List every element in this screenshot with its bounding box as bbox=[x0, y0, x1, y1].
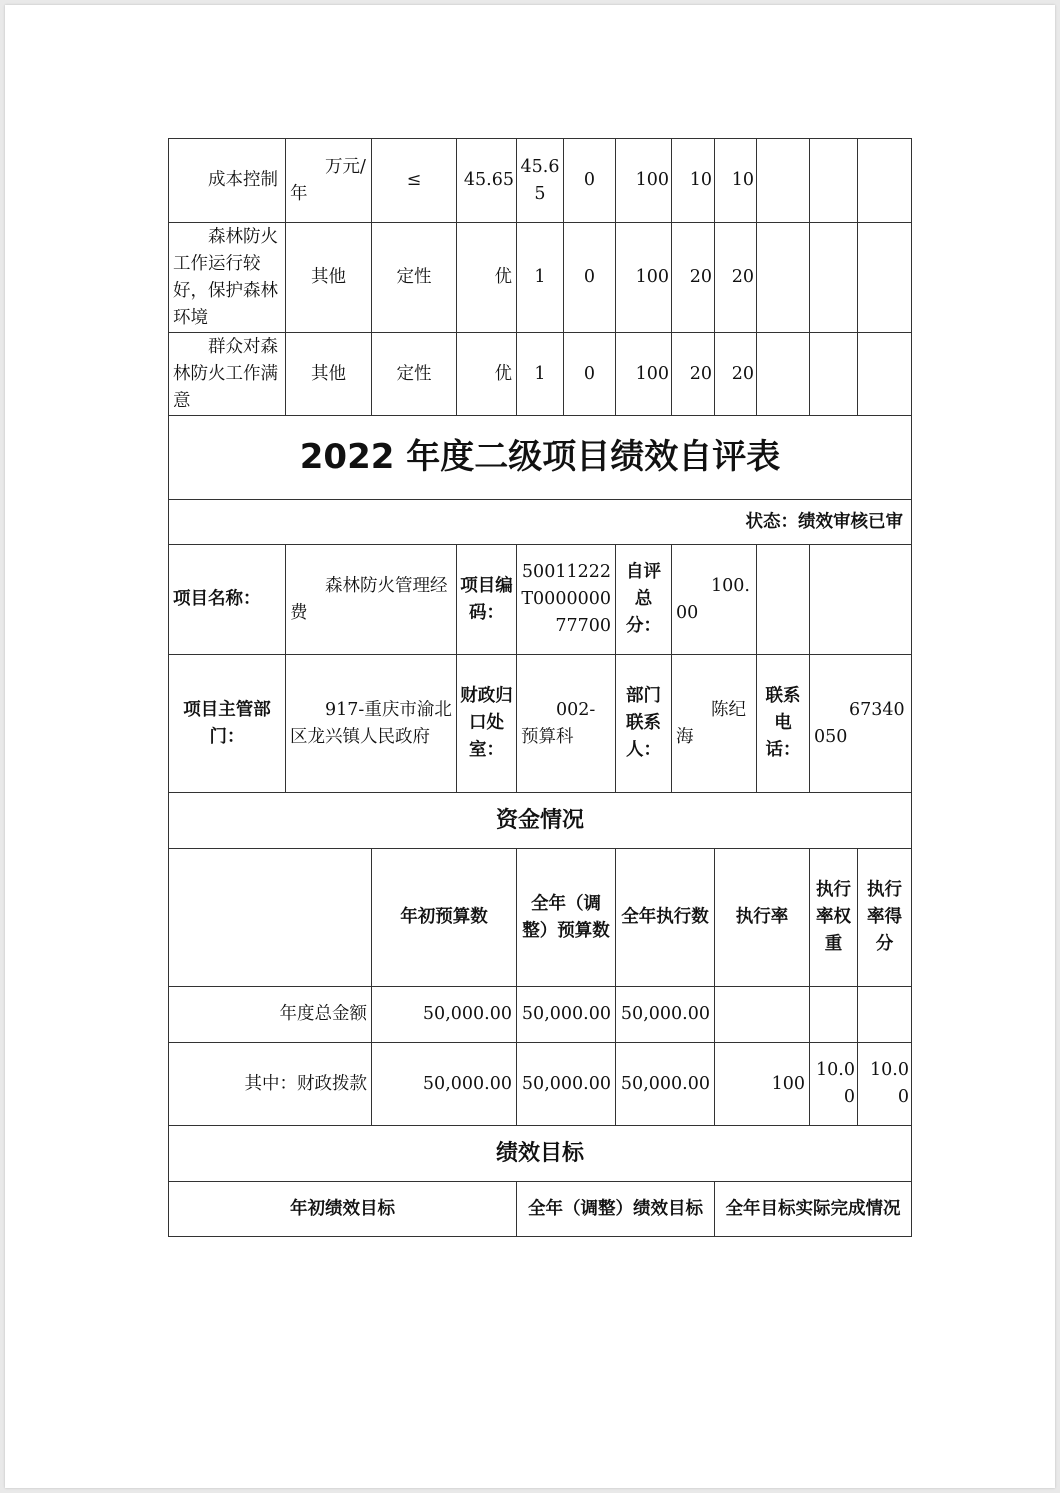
indicator-operator: 定性 bbox=[372, 223, 457, 333]
funds-budget: 50,000.00 bbox=[372, 1043, 517, 1126]
funds-adjusted: 50,000.00 bbox=[517, 987, 616, 1043]
goals-section-title: 绩效目标 bbox=[169, 1126, 912, 1182]
empty-cell bbox=[858, 333, 912, 416]
indicator-value: 100 bbox=[616, 223, 672, 333]
indicator-value: 0 bbox=[564, 223, 616, 333]
department-value: 917-重庆市渝北区龙兴镇人民政府 bbox=[286, 655, 457, 793]
indicator-value: 0 bbox=[564, 139, 616, 223]
indicator-row bbox=[169, 139, 912, 223]
empty-cell bbox=[810, 333, 858, 416]
empty-cell bbox=[858, 139, 912, 223]
performance-evaluation-table bbox=[168, 138, 912, 1237]
funds-header: 执行率得分 bbox=[858, 849, 912, 987]
empty-cell bbox=[757, 545, 810, 655]
indicator-target: 优 bbox=[457, 333, 517, 416]
goals-header: 年初绩效目标 bbox=[169, 1182, 517, 1237]
empty-cell bbox=[810, 139, 858, 223]
indicator-actual: 1 bbox=[517, 333, 564, 416]
indicator-name: 森林防火工作运行较好，保护森林环境 bbox=[169, 223, 286, 333]
goals-header: 全年（调整）绩效目标 bbox=[517, 1182, 715, 1237]
empty-cell bbox=[757, 333, 810, 416]
indicator-value: 100 bbox=[616, 333, 672, 416]
funds-header-blank bbox=[169, 849, 372, 987]
document-page bbox=[5, 5, 1055, 1488]
funds-row bbox=[169, 1043, 912, 1126]
contact-value: 陈纪海 bbox=[672, 655, 757, 793]
indicator-actual: 1 bbox=[517, 223, 564, 333]
indicator-operator: ≤ bbox=[372, 139, 457, 223]
phone-label: 联系电话： bbox=[757, 655, 810, 793]
funds-header: 全年执行数 bbox=[616, 849, 715, 987]
funds-adjusted: 50,000.00 bbox=[517, 1043, 616, 1126]
office-label: 财政归口处室： bbox=[457, 655, 517, 793]
funds-row bbox=[169, 987, 912, 1043]
funds-score: 10.00 bbox=[858, 1043, 912, 1126]
empty-cell bbox=[757, 223, 810, 333]
funds-weight bbox=[810, 987, 858, 1043]
funds-header: 全年（调整）预算数 bbox=[517, 849, 616, 987]
page-title: 2022 年度二级项目绩效自评表 bbox=[169, 416, 912, 500]
project-info-row bbox=[169, 545, 912, 655]
funds-section-title: 资金情况 bbox=[169, 793, 912, 849]
indicator-unit: 其他 bbox=[286, 333, 372, 416]
goals-header: 全年目标实际完成情况 bbox=[715, 1182, 912, 1237]
office-value: 002-预算科 bbox=[517, 655, 616, 793]
indicator-name: 群众对森林防火工作满意 bbox=[169, 333, 286, 416]
department-label: 项目主管部门： bbox=[169, 655, 286, 793]
empty-cell bbox=[757, 139, 810, 223]
funds-rate bbox=[715, 987, 810, 1043]
score-value: 100.00 bbox=[672, 545, 757, 655]
empty-cell bbox=[810, 545, 912, 655]
indicator-value: 20 bbox=[672, 223, 715, 333]
funds-executed: 50,000.00 bbox=[616, 987, 715, 1043]
funds-rate: 100 bbox=[715, 1043, 810, 1126]
indicator-value: 0 bbox=[564, 333, 616, 416]
indicator-value: 100 bbox=[616, 139, 672, 223]
indicator-value: 20 bbox=[672, 333, 715, 416]
contact-label: 部门联系人： bbox=[616, 655, 672, 793]
indicator-row bbox=[169, 333, 912, 416]
indicator-value: 20 bbox=[715, 223, 757, 333]
project-code-label: 项目编码： bbox=[457, 545, 517, 655]
project-info-row bbox=[169, 655, 912, 793]
project-name-label: 项目名称： bbox=[169, 545, 286, 655]
indicator-value: 10 bbox=[672, 139, 715, 223]
indicator-row bbox=[169, 223, 912, 333]
empty-cell bbox=[858, 223, 912, 333]
funds-score bbox=[858, 987, 912, 1043]
goals-header-row bbox=[169, 1182, 912, 1237]
indicator-target: 优 bbox=[457, 223, 517, 333]
funds-header: 年初预算数 bbox=[372, 849, 517, 987]
status-text: 状态：绩效审核已审 bbox=[169, 500, 912, 545]
funds-budget: 50,000.00 bbox=[372, 987, 517, 1043]
indicator-unit: 万元/年 bbox=[286, 139, 372, 223]
indicator-operator: 定性 bbox=[372, 333, 457, 416]
empty-cell bbox=[810, 223, 858, 333]
indicator-target: 45.65 bbox=[457, 139, 517, 223]
funds-header: 执行率 bbox=[715, 849, 810, 987]
project-name-value: 森林防火管理经费 bbox=[286, 545, 457, 655]
indicator-value: 10 bbox=[715, 139, 757, 223]
indicator-actual: 45.65 bbox=[517, 139, 564, 223]
funds-header-row bbox=[169, 849, 912, 987]
phone-value: 67340050 bbox=[810, 655, 912, 793]
indicator-unit: 其他 bbox=[286, 223, 372, 333]
funds-row-label: 年度总金额 bbox=[169, 987, 372, 1043]
project-code-value: 50011222T000000077700 bbox=[517, 545, 616, 655]
funds-row-label: 其中：财政拨款 bbox=[169, 1043, 372, 1126]
indicator-name: 成本控制 bbox=[169, 139, 286, 223]
indicator-value: 20 bbox=[715, 333, 757, 416]
funds-weight: 10.00 bbox=[810, 1043, 858, 1126]
score-label: 自评总分： bbox=[616, 545, 672, 655]
funds-header: 执行率权重 bbox=[810, 849, 858, 987]
funds-executed: 50,000.00 bbox=[616, 1043, 715, 1126]
